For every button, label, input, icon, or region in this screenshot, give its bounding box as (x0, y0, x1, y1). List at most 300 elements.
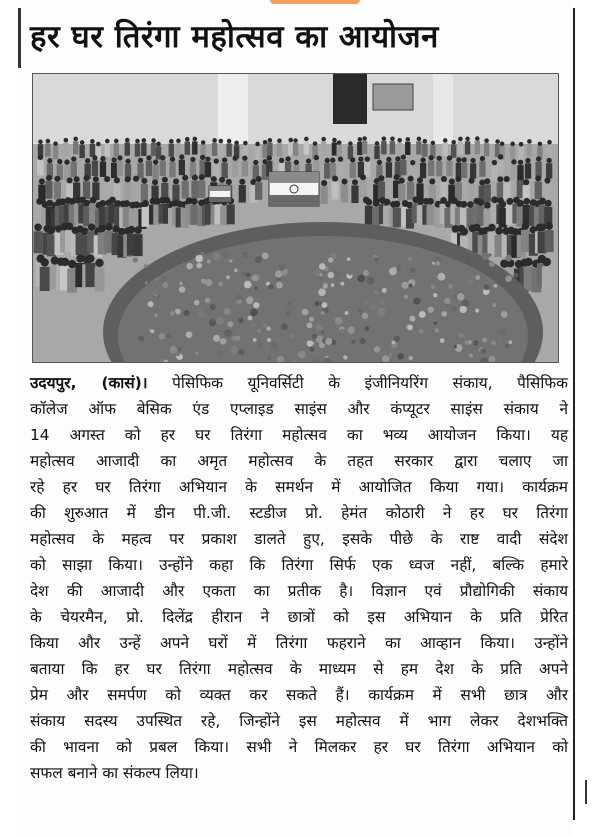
hedge-leaf (254, 286, 257, 289)
crowd-person (71, 162, 77, 177)
crowd-person (525, 163, 531, 178)
hedge-leaf (389, 353, 393, 357)
hedge-leaf (418, 328, 423, 333)
hedge-leaf (505, 275, 512, 282)
crowd-person-head (545, 200, 552, 207)
crowd-person (137, 163, 143, 178)
hedge-leaf (413, 297, 420, 304)
hedge-leaf (240, 285, 245, 290)
crowd-person-head (68, 260, 76, 268)
crowd-person-head (233, 156, 238, 161)
hedge-leaf (363, 300, 369, 306)
hedge-leaf (248, 316, 253, 321)
crowd-person-head (401, 154, 406, 159)
hedge-leaf (492, 303, 496, 307)
crowd-person (511, 165, 517, 180)
crowd-person-head (34, 223, 42, 231)
crowd-person-head (222, 157, 227, 162)
crowd-person-head (182, 175, 188, 181)
crowd-person-head (470, 158, 475, 163)
crowd-person (527, 144, 532, 157)
crowd-person (34, 231, 43, 253)
crowd-person-head (499, 201, 506, 208)
hedge-leaf (298, 351, 306, 359)
crowd-person (124, 183, 131, 201)
crowd-person (386, 162, 392, 177)
crowd-person-head (234, 141, 239, 146)
hedge-leaf (343, 355, 347, 359)
crowd-person (416, 141, 421, 154)
hedge-leaf (209, 319, 216, 326)
crowd-person (160, 161, 166, 176)
hedge-leaf (321, 311, 325, 315)
crowd-person (192, 141, 197, 154)
hedge-leaf (257, 342, 262, 347)
crowd-person-head (46, 139, 51, 144)
crowd-person-head (321, 137, 326, 142)
crowd-person-head (85, 158, 90, 163)
crowd-person-head (488, 224, 496, 232)
crowd-person-head (332, 176, 338, 182)
crowd-person-head (64, 159, 69, 164)
hedge-leaf (480, 348, 486, 354)
hedge-leaf (473, 340, 478, 345)
hedge-leaf (205, 279, 212, 286)
crowd-person-head (73, 137, 78, 142)
crowd-person-head (293, 138, 298, 143)
crowd-person (324, 163, 330, 178)
crowd-person-head (461, 228, 469, 236)
hedge-leaf (281, 323, 288, 330)
hedge-leaf (217, 353, 221, 357)
crowd-person-head (277, 138, 282, 143)
hedge-leaf (198, 311, 204, 317)
hedge-leaf (223, 250, 231, 258)
crowd-person (63, 143, 68, 156)
hedge-leaf (458, 333, 463, 338)
crowd-person (458, 141, 463, 154)
crowd-person-head (191, 198, 198, 205)
crowd-person-head (41, 258, 49, 266)
crowd-person-head (288, 138, 293, 143)
crowd-person-head (117, 155, 122, 160)
hedge-leaf (293, 261, 299, 267)
hedge-leaf (348, 326, 355, 333)
hedge-leaf (505, 344, 509, 348)
crowd-person (135, 143, 140, 156)
crowd-person-head (83, 175, 89, 181)
crowd-person-head (484, 138, 489, 143)
column-rule-right (573, 8, 575, 820)
crowd-person (475, 141, 480, 154)
hedge-leaf (441, 311, 447, 317)
crowd-person (221, 163, 227, 178)
hedge-leaf (315, 301, 320, 306)
crowd-person-head (461, 201, 468, 208)
hedge-leaf (448, 284, 453, 289)
hedge-leaf (138, 335, 144, 341)
hedge-leaf (207, 259, 211, 263)
top-accent-bar (270, 0, 360, 4)
hedge-leaf (263, 324, 267, 328)
hedge-leaf (262, 252, 269, 259)
crowd-person (518, 147, 523, 160)
crowd-person (111, 163, 117, 178)
crowd-person-head (99, 200, 106, 207)
crowd-person-head (360, 174, 366, 180)
hedge-leaf (255, 256, 262, 263)
crowd-person (255, 182, 262, 200)
crowd-person-head (46, 175, 52, 181)
hedge-leaf (307, 322, 313, 328)
crowd-person (198, 180, 205, 198)
column-rule-left (18, 8, 21, 68)
crowd-person-head (156, 142, 161, 147)
crowd-person-head (451, 140, 456, 145)
crowd-person-head (547, 158, 552, 163)
crowd-person (45, 143, 50, 156)
crowd-person-head (332, 138, 337, 143)
crowd-person (288, 142, 293, 155)
crowd-person-head (162, 177, 168, 183)
crowd-person-head (484, 178, 490, 184)
crowd-person-head (267, 155, 272, 160)
crowd-person-head (408, 176, 414, 182)
crowd-person (85, 263, 95, 287)
crowd-person-head (358, 137, 363, 142)
crowd-person (337, 162, 343, 177)
crowd-person-head (375, 141, 380, 146)
crowd-person (499, 208, 507, 228)
crowd-person-head (152, 179, 158, 185)
crowd-person-head (285, 156, 290, 161)
hedge-leaf (267, 356, 271, 360)
crowd-person (105, 143, 110, 156)
article-line: किया और उन्हें अपने घरों में तिरंगा फहराने का आव्हान किया। उन्होंने (30, 634, 568, 652)
hedge-leaf (253, 338, 257, 342)
crowd-person-head (536, 156, 541, 161)
article-line: की शुरुआत में डीन पी.जी. स्टडीज प्रो. हेमंत कोठारी ने हर घर तिरंगा (30, 504, 568, 522)
crowd-person-head (226, 179, 232, 185)
crowd-person (182, 181, 189, 199)
crowd-person-head (468, 178, 474, 184)
crowd-person (141, 184, 148, 202)
crowd-person-head (500, 142, 505, 147)
crowd-person-head (456, 157, 461, 162)
crowd-person (521, 230, 530, 252)
crowd-person (398, 184, 405, 202)
hedge-leaf (328, 272, 335, 279)
crowd-person (218, 143, 223, 156)
article-line: संकाय सदस्य उपस्थित रहे, जिन्होंने इस महोत्सव में भाग लेकर देशभक्ति (30, 712, 568, 730)
hedge-leaf (227, 321, 233, 327)
crowd-person (357, 142, 362, 155)
crowd-person-head (352, 179, 358, 185)
crowd-person (465, 141, 470, 154)
hedge-leaf (389, 267, 397, 275)
crowd-person (341, 185, 348, 203)
crowd-person-head (475, 136, 480, 141)
crowd-person-head (90, 139, 95, 144)
article-line: उदयपुर, (कासं)। पेसिफिक यूनिवर्सिटी के इंजीनियरिंग संकाय, पैसिफिक (30, 374, 568, 392)
crowd-person (443, 143, 448, 156)
hedge-leaf (428, 307, 434, 313)
hedge-leaf (238, 318, 243, 323)
crowd-person (169, 144, 174, 157)
hedge-leaf (465, 340, 469, 344)
hedge-leaf (340, 282, 344, 286)
crowd-person-head (443, 138, 448, 143)
crowd-person-head (330, 157, 335, 162)
crowd-person (267, 143, 272, 156)
hedge-leaf (155, 278, 158, 281)
hedge-leaf (410, 268, 415, 273)
crowd-person (153, 165, 159, 180)
crowd-person-head (543, 258, 551, 266)
crowd-person-head (142, 138, 147, 143)
hedge-leaf (275, 335, 283, 343)
hedge-leaf (508, 315, 512, 319)
crowd-person (151, 143, 156, 156)
crowd-person-head (114, 139, 119, 144)
crowd-person-head (538, 224, 546, 232)
hedge-leaf (244, 281, 252, 289)
crowd-person (227, 205, 235, 225)
crowd-person (535, 182, 542, 200)
hedge-leaf (408, 356, 413, 361)
article-line: बताया कि हर घर तिरंगा महोत्सव के माध्यम से हम देश के प्रति अपने (30, 660, 568, 678)
crowd-person (255, 146, 260, 159)
crowd-person-head (125, 138, 130, 143)
hedge-leaf (501, 311, 508, 318)
crowd-person (491, 165, 497, 180)
crowd-person (37, 160, 43, 175)
crowd-person-head (362, 136, 367, 141)
crowd-person-head (306, 158, 311, 163)
crowd-person (53, 146, 58, 159)
crowd-person (242, 161, 248, 176)
hedge-leaf (210, 304, 216, 310)
hedge-leaf (374, 346, 380, 352)
hedge-leaf (316, 324, 323, 331)
article-body (30, 370, 568, 786)
hedge-leaf (226, 275, 230, 279)
hedge-leaf (408, 256, 413, 261)
crowd-person (185, 142, 190, 155)
crowd-person (479, 161, 485, 176)
hedge-leaf (145, 281, 148, 284)
crowd-person-head (314, 155, 319, 160)
hedge-leaf (367, 277, 375, 285)
crowd-person-head (173, 178, 179, 184)
crowd-person-head (462, 157, 467, 162)
crowd-person (390, 141, 395, 154)
crowd-person (226, 143, 231, 156)
crowd-person-head (522, 222, 530, 230)
crowd-person-head (255, 142, 260, 147)
hedge-leaf (237, 328, 242, 333)
crowd-person-head (427, 198, 434, 205)
crowd-person-head (304, 137, 309, 142)
crowd-person (304, 141, 309, 154)
crowd-person-head (125, 159, 130, 164)
crowd-person-head (535, 175, 541, 181)
crowd-person-head (211, 176, 217, 182)
hedge-leaf (321, 331, 324, 334)
crowd-person-head (53, 141, 58, 146)
hedge-leaf (340, 329, 345, 334)
crowd-person (95, 267, 105, 291)
hedge-leaf (205, 298, 210, 303)
crowd-person-head (192, 175, 198, 181)
crowd-person-head (410, 160, 415, 165)
crowd-person-head (431, 141, 436, 146)
hedge-leaf (328, 257, 333, 262)
crowd-person-head (74, 176, 80, 182)
crowd-person (547, 145, 552, 158)
hedge-leaf (279, 264, 286, 271)
crowd-person (374, 146, 379, 159)
crowd-person (545, 230, 554, 252)
crowd-person (146, 161, 152, 176)
hedge-leaf (242, 252, 248, 258)
hedge-leaf (195, 351, 199, 355)
hedge-leaf (360, 338, 366, 344)
crowd-person-head (342, 178, 348, 184)
crowd-person-head (111, 157, 116, 162)
crowd-person (359, 180, 366, 198)
crowd-person-head (538, 142, 543, 147)
hedge-leaf (335, 317, 343, 325)
crowd-person-head (545, 222, 553, 230)
hedge-leaf (404, 295, 408, 299)
article-line: की भावना को प्रबल किया। सभी ने मिलकर हर घर तिरंगा अभियान को (30, 738, 568, 756)
hedge-leaf (454, 345, 457, 348)
crowd-person-head (365, 156, 370, 161)
dateline: उदयपुर, (कासं)। (30, 374, 148, 392)
hedge-leaf (419, 311, 426, 318)
crowd-person (497, 160, 503, 175)
crowd-person-head (492, 160, 497, 165)
crowd-person-head (397, 138, 402, 143)
hedge-leaf (250, 309, 258, 317)
hedge-leaf (175, 309, 181, 315)
crowd-person-head (447, 155, 452, 160)
crowd-person-head (199, 174, 205, 180)
hedge-leaf (157, 295, 160, 298)
crowd-person-head (484, 202, 491, 209)
hedge-leaf (152, 290, 158, 296)
group-photo-illustration (33, 74, 558, 362)
hedge-leaf (409, 316, 415, 322)
crowd-person (456, 163, 462, 178)
crowd-person (262, 145, 267, 158)
crowd-person-head (510, 142, 515, 147)
crowd-person-head (423, 139, 428, 144)
crowd-person (420, 163, 426, 178)
crowd-person-head (179, 154, 184, 159)
crowd-person (436, 161, 442, 176)
crowd-person (293, 143, 298, 156)
crowd-person-head (491, 196, 498, 203)
crowd-person-head (504, 176, 510, 182)
crowd-person (125, 142, 130, 155)
article-line: के चेयरमैन, प्रो. दिलेंद्र हीरान ने छात्रों को इस अभियान के प्रति प्रेरित (30, 608, 568, 626)
crowd-person-head (350, 157, 355, 162)
crowd-person-head (511, 159, 516, 164)
crowd-person-head (420, 157, 425, 162)
article-line: देश की आजादी और एकता का प्रतीक है। विज्ञान एवं प्रौद्योगिकी संकाय (30, 582, 568, 600)
crowd-person-head (378, 175, 384, 181)
hedge-leaf (178, 347, 181, 350)
crowd-person-head (80, 140, 85, 145)
hedge-leaf (434, 322, 437, 325)
hedge-leaf (212, 253, 220, 261)
crowd-person-head (441, 176, 447, 182)
hedge-leaf (312, 334, 317, 339)
crowd-person (90, 144, 95, 157)
crowd-person-head (170, 157, 175, 162)
hedge-leaf (246, 297, 254, 305)
crowd-person (132, 182, 139, 200)
hedge-leaf (476, 286, 482, 292)
crowd-person-head (256, 176, 262, 182)
crowd-person (114, 143, 119, 156)
crowd-person (422, 144, 427, 157)
hedge-leaf (457, 293, 465, 301)
crowd-person-head (138, 158, 143, 163)
crowd-person-head (519, 142, 524, 147)
hedge-leaf (236, 299, 242, 305)
crowd-person-head (105, 223, 113, 231)
crowd-person-head (123, 200, 130, 207)
crowd-person-head (160, 155, 165, 160)
group-photo (32, 73, 559, 363)
crowd-person-head (128, 226, 136, 234)
crowd-person-head (527, 139, 532, 144)
hedge-leaf (289, 333, 295, 339)
crowd-person (100, 161, 106, 176)
article-line: प्रेम और समर्पण को व्यक्त कर सकते हैं। कार्यक्रम में सभी छात्र और (30, 686, 568, 704)
crowd-person-head (321, 180, 327, 186)
hedge-leaf (365, 326, 370, 331)
crowd-person (365, 206, 373, 226)
hedge-leaf (348, 272, 351, 275)
crowd-person-head (212, 138, 217, 143)
hedge-leaf (513, 273, 518, 278)
hedge-leaf (286, 311, 290, 315)
hedge-leaf (494, 284, 498, 288)
hedge-leaf (251, 275, 257, 281)
crowd-person-head (71, 156, 76, 161)
article-line: महोत्सव आजादी का अमृत महोत्सव के तहत सरकार द्वारा चलाए जा (30, 452, 568, 470)
crowd-person-head (523, 198, 530, 205)
hedge-leaf (430, 284, 435, 289)
crowd-person-head (142, 200, 149, 207)
hedge-leaf (466, 257, 472, 263)
hedge-leaf (148, 301, 154, 307)
crowd-person (83, 181, 90, 199)
hedge-leaf (440, 338, 445, 343)
crowd-person-head (176, 139, 181, 144)
crowd-person-head (390, 137, 395, 142)
hedge-leaf (437, 273, 445, 281)
hedge-leaf (243, 273, 246, 276)
hedge-leaf (126, 315, 133, 322)
hedge-leaf (319, 273, 322, 276)
crowd-person (461, 163, 467, 178)
article-line: को साझा किया। उन्होंने कहा कि तिरंगा सिर्फ एक ध्वज नहीं, बल्कि हमारे (30, 556, 568, 574)
